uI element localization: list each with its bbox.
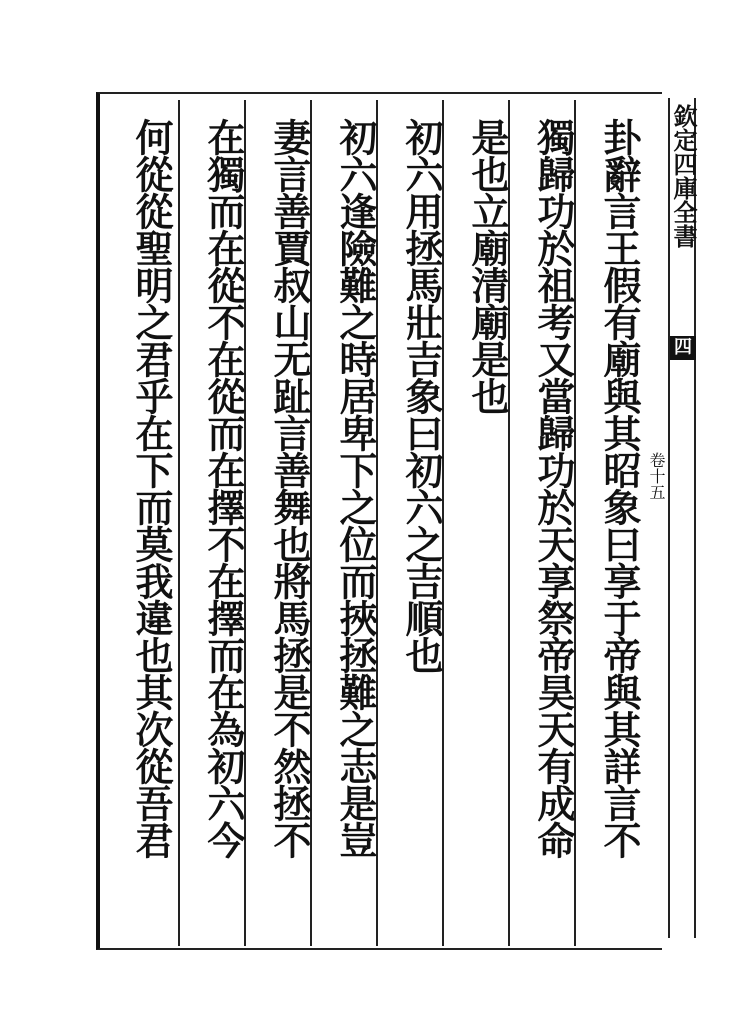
text-column-3: 是也立廟清廟是也 xyxy=(465,118,510,414)
page-border xyxy=(96,92,662,950)
text-column-1: 卦辭言王假有廟與其昭象曰享于帝與其詳言不 xyxy=(597,118,642,858)
text-column-4: 初六用拯馬壯吉象曰初六之吉順也 xyxy=(399,118,444,673)
category-mark: 四 xyxy=(670,336,696,360)
volume-label: 卷十五 xyxy=(647,452,666,500)
column-rule xyxy=(178,100,180,946)
text-column-8: 何從從聖明之君乎在下而莫我違也其次從吾君 xyxy=(129,118,174,858)
text-column-2: 獨歸功於祖考又當歸功於天享祭帝昊天有成命 xyxy=(531,118,576,858)
text-column-6: 妻言善賈叔山无趾言善舞也將馬拯是不然拯不 xyxy=(267,118,312,858)
text-column-5: 初六逢險難之時居卑下之位而挾拯難之志是豈 xyxy=(333,118,378,858)
book-title: 欽定四庫全書 xyxy=(669,104,698,248)
text-column-7: 在獨而在從不在從而在擇不在擇而在為初六今 xyxy=(201,118,246,858)
